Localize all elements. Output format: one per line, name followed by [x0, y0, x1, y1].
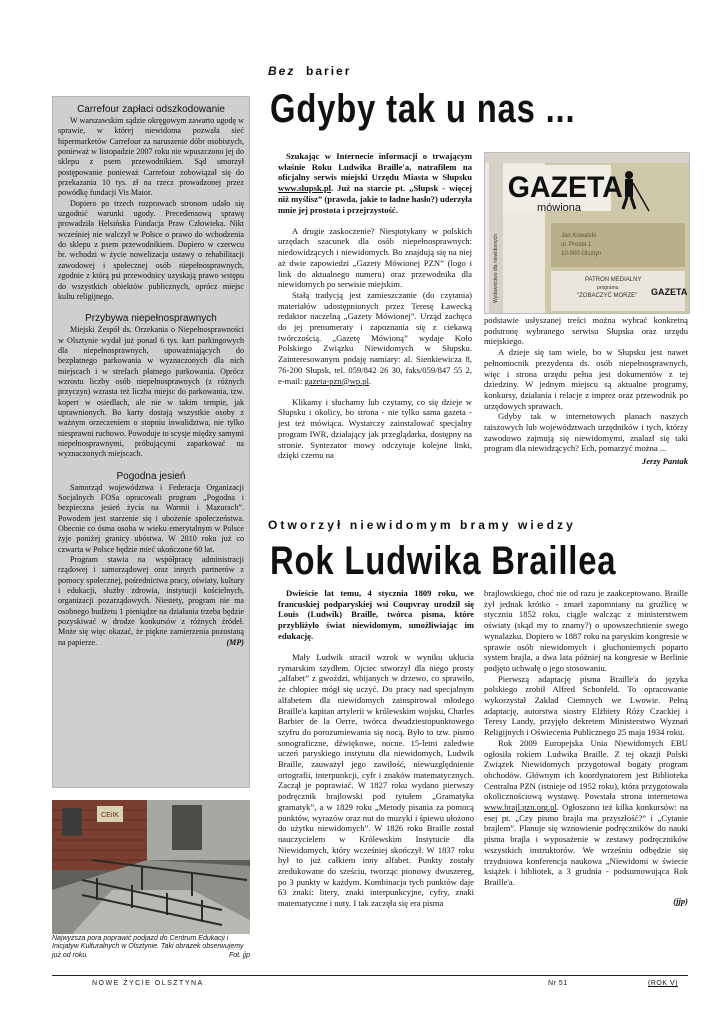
photo-caption-text: Najwyższa pora poprawić podjazd do Centrum Edukacji i Inicjatyw Kulturalnych w Olsztynie. Taki obrazek obserwujemy już od roku. [52, 935, 244, 959]
article1-title: Gdyby tak u nas ... [270, 87, 576, 131]
article1-col1 [278, 151, 472, 461]
article1-author: Jerzy Pantak [641, 456, 688, 467]
kicker-italic: Bez [268, 64, 296, 78]
article1-lead: Szukając w Internecie informacji o trwającym właśnie Roku Ludwika Braille'a, natrafiłem na oficjalny serwis miejski Urzędu Miasta w Słupsku www.slupsk.pl. Już na starcie pt. „Słupsk - więcej niż myślisz” (prawda, jakie to ładne hasło?) uderzyła mnie jej prostota i przejrzystość. [278, 151, 472, 215]
sidebar-heading-przybywa: Przybywa niepełnosprawnych [85, 313, 217, 325]
photo-credit: Fot. jjp [228, 951, 250, 959]
footer-rule [52, 975, 688, 976]
article2-paragraph: Mały Ludwik stracił wzrok w wyniku ukłucia rymarskim szydłem. Ojciec stworzył dla niego prosty „alfabet” z gwoździ, wbijanych w drzewo, co sprawiło, że chłopiec mógł się uczyć. Do pracy nad specjalnym alfabetem dla niewidomych zainspirował młodego Braille'a kapitan artylerii w królewskim wojsku, Charles Barbier de la Oerre, twórca dwudziestopunktowego szyfru do porozumiewania się nocą. Było to tzw. pismo sonograficzne, dźwiękowe, nocne. 15-letni zaledwie uczeń paryskiego instytutu dla niewidomych, Ludwik Braille, zauważył jego zawiłość, niewuzględnienie ortografii, interpunkcji, cyfr i znaków matematycznych. Zaczął je poprawiać. W 1827 roku wydano pierwszy podręcznik brajlowski pod tytułem „Gramatyka gramatyk”, a w 1829 roku „Metody pisania za pomocą punktów, wyrazów oraz nut do muzyki i śpiewu ułożono do użytku niewidomych”. W 1826 roku Braille został nauczycielem w Królewskim Instytucie dla Niewidomych, który wcześniej skończył. W 1837 roku był to już całkiem inny alfabet. Punkty zostały zredukowane do sześciu, tworząc pionowy dwuszereg, po 3 punkty w każdym. Kombinacja tych punktów daje 63 znaki: litery, znaki interpunkcyjne, cyfry, znaki matematyczne i nuty. I tak zaczęła się era pisma [278, 652, 474, 909]
article2-paragraph: Pierwszą adaptację pisma Braille'a do języka polskiego zrobił Alfred Schonfeld. To opracowanie wykorzystał Zakład Ciemnych we Lwowie. Pełną adaptację, autorstwa siostry Elżbiety Róży Czackiej i Teresy Landy, przyjęło dekretem Ministerstwo Wyznań Religijnych i Oświecenia Publicznego 25 maja 1934 roku. [484, 673, 688, 738]
sidebar-paragraph: Miejski Zespół ds. Orzekania o Niepełnosprawności w Olsztynie wydał już ponad 6 tys. kart parkingowych dla niepełnosprawnych, upoważniających do bezpłatnego parkowania w wyznaczonych dla nich miejscach i w strefach płatnego parkowania. Oprócz wzrostu liczby osób niepełnosprawnych (z różnych przyczyn) wzrasta też liczba miejsc do parkowania, tzw. kopert w osiedlach, ale nie w takim tempie, jak uprawnionych. Bo karty dostają wszystkie osoby z ważnym orzeczeniem o stopniu inwalidztwa, nie tylko niesprawni ruchowo. Powoduje to scysje między samymi niepełnosprawnymi, próbującymi zaparkować na wyznaczonych miejscach. [58, 325, 244, 459]
gazeta-address-line: ul. Prosta 1 [561, 242, 592, 248]
kicker-rest: barier [306, 64, 352, 78]
email-link[interactable]: gazeta-pzn@wp.pl [304, 375, 369, 386]
sidebar-text-pogodna [58, 483, 244, 649]
article2-col2 [484, 588, 688, 906]
article1-paragraph: podstawie usłyszanej treści można wybrać konkretną podstronę wybranego serwisu Słupska oraz urzędu miejskiego. [484, 315, 688, 347]
gazeta-address-line: 10-000 Olsztyn [561, 251, 602, 257]
gazeta-mowiona-photo [484, 152, 690, 314]
gazeta-patron: PATRON MEDIALNY [585, 277, 642, 283]
article1-paragraph: A drugie zaskoczenie? Niespotykany w polskich urzędach szacunek dla osób niepełnosprawnych: niedowidzących i niewidomych. Bo znajdują się na niej aż dwie zapowiedzi „Gazety Mówionej PZN” (logo i link do aktualnego numeru) oraz przewodnika dla niewidomych po serwisie miejskim. [278, 225, 472, 290]
footer-publication: NOWE ŻYCIE OLSZTYNA [92, 980, 204, 987]
sidebar-paragraph [58, 555, 244, 648]
footer-issue: Nr 51 [548, 980, 568, 987]
gazeta-subtitle: mówiona [537, 202, 582, 214]
gazeta-cover-illustration [485, 153, 689, 313]
gazeta-patron: programu [597, 285, 619, 291]
gazeta-logo-small: GAZETA [651, 287, 688, 297]
sidebar-paragraph: Dopiero po trzech rozprawach stronom udało się uzgodnić warunki ugody. Precedensową sprawę prowadziła Helsińska Fundacja Praw Człowieka. Nikt wcześniej nie walczył w Polsce o prawo do wchodzenia do sklepu z psem przewodnikiem. Dopiero w czerwcu br. wchodzi w życie nowelizacja ustawy o rehabilitacji zawodowej i społecznej osób niepełnosprawnych, zgodnie z którą psi przewodnicy uzyskają prawo wstępu do wszystkich obiektów publicznych, oprócz miejsc kultu religijnego. [58, 198, 244, 301]
sidebar-paragraph-text: Program stawia na współpracę administracji rządowej i samorządowej oraz innych partnerów z pomocy społecznej, pośrednictwa pracy, oświaty, kultury i edukacji, służby zdrowia, instytucji kościelnych, organizacji pozarządowych. Niestety, program nie ma osobnego budżetu 1 pieniądze na działania trzeba będzie pozyskiwać w drodze konkursów z różnych źródeł. Może się więc okazać, że piękne zamierzenia pozostaną na papierze. [58, 555, 244, 647]
brajl-link[interactable]: www.brajl.pzn.org.pl [484, 802, 557, 813]
gazeta-logo: GAZETA [507, 171, 623, 205]
article1-paragraph: Gdyby tak w internetowych planach naszych raiszowych lub województwach urzędników i tych, którzy zawodowo zajmują się niewidomymi, znalazł się taki program dla niewidzących? Ech, pomarzyć można ... [484, 411, 688, 454]
sidebar-heading-carrefour: Carrefour zapłaci odszkodowanie [77, 104, 225, 115]
article2-kicker: Otworzył niewidomym bramy wiedzy [268, 518, 576, 532]
article2-lead: Dwieście lat temu, 4 stycznia 1809 roku, we francuskiej podparyskiej wsi Coupvray urodził się Louis (Ludwik) Braille, twórca pisma, które przybliżyło świat niewidomym, umożliwiając im edukację. [278, 588, 474, 641]
sidebar-paragraph: Samorząd województwa i Federacja Organizacji Socjalnych FOSa opracowali program „Pogodna i bezpieczna jesień życia na Warmii i Mazurach”. Powodem jest starzenie się i ubożenie społeczeństwa. Obecnie co ósma osoba w wieku emerytalnym w Polsce żyje poniżej granicy ubóstwa. W 2010 roku już co czwarta w Polsce będzie mieć ukończone 60 lat. [58, 482, 244, 554]
footer-year: (ROK V) [648, 980, 678, 987]
article1-col2 [484, 315, 688, 467]
article2-author: (jjp) [673, 895, 688, 906]
slupsk-link[interactable]: www.slupsk.pl [278, 183, 332, 194]
article1-paragraph: A dzieje się tam wiele, bo w Słupsku jest nawet pełnomocnik prezydenta ds. osób niepełnosprawnych, więc i strona urzędu pełna jest dokumentów z tej dziedziny. W jednym miejscu są aktualne programy, konkursy, działania i relacje z imprez oraz przewodnik po urzędowych sprawach. [484, 347, 688, 411]
gazeta-patron: "ZOBACZYĆ MORZE" [577, 293, 638, 299]
photo-caption [52, 935, 250, 960]
article1-paragraph: Klikamy i słuchamy lub czytamy, co się dzieje w Słupsku i okolicy, bo strona - nie tylko sama gazeta - jest też mówiąca. Wystarczy zainstalować specjalny program IWR, działający jak przeglądarka, dostępny na stronie. Syntezator mowy odczytuje kolejne linki, dzięki czemu na [278, 396, 472, 461]
sidebar-heading-pogodna: Pogodna jesień [116, 470, 186, 482]
news-sidebar [52, 96, 250, 788]
article2-paragraph: brajlowskiego, choć nie od razu je zaakceptowano. Braille żył jednak krótko - zmarł zapomniany na gruźlicę w styczniu 1852 roku, ciągle walcząc z ministerstwem oświaty (skąd my to znamy?) o upowszechnienie swego wynalazku. Dopiero w 1887 roku na paryskim kongresie w sprawie osób niewidomych i głuchoniemych poparto system brajla, a dwa lata później na kongresie w Berlinie podjęto uchwałę o jego stosowaniu. [484, 588, 688, 673]
ramp-photo-illustration [52, 800, 250, 934]
gazeta-address-line: Jan Kowalski [561, 233, 597, 239]
article2-title: Rok Ludwika Braillea [270, 539, 617, 583]
gazeta-stamp: Wydawnictwo dla niewidomych [493, 234, 499, 303]
sidebar-paragraph: W warszawskim sądzie okręgowym zawarto ugodę w sprawie, w której niewidoma pozwała sieć hipermarketów Carrefour za naruszenie dóbr osobistych, ponieważ w listopadzie 2007 roku nie wpuszczono jej do sklepu z psem przewodnikiem. Sąd umorzył postępowanie ponieważ Carrefour zobowiązał się do przekazania 10 tys. zł na rzecz prowadzonej przez powódkę fundacji Vis Maior. [58, 116, 244, 198]
article2-col1 [278, 588, 474, 909]
building-sign: CEiIK [101, 812, 119, 819]
sidebar-author: (MP) [226, 637, 244, 647]
article1-kicker [268, 64, 351, 78]
ramp-photo [52, 800, 250, 934]
article2-paragraph: Rok 2009 Europejska Unia Niewidomych EBU ogłosiła rokiem Ludwika Braille. Z tej okazji Polski Związek Niewidomych przygotował bogaty program obchodów. Głównym ich koordynatorem jest Biblioteka Centralna PZN (istnieje od 1952 roku), która przygotowała okolicznościową wystawę. Powstała strona internetowa www.brajl.pzn.org.pl. Ogłoszono też kilka konkursów: na esej pt. „Czy pismo brajla ma przyszłość?” i „Cytanie brajlem”. Planuje się wznowienie podręczników do nauki pisma brajla i wyposażenie w zestawy podręczników wszystkich instruktorów. We wrześniu odbędzie się trzydniowa konferencja naukowa „Niewidomi w świecie książek i bibliotek, a 3 grudnia - podsumowująca Rok Braille'a. [484, 737, 688, 887]
sidebar-text-carrefour [58, 116, 244, 302]
article1-paragraph: Stałą tradycją jest zamieszczanie (do czytania) materiałów udostępnionych przez Teresę Ławecką redaktor naczelną „Gazety Mówionej”. Urząd zachęca do jej prenumeraty i zapoznania się z ciekawą twórczością. „Gazetę Mówioną” wydaje Koło Polskiego Związku Niewidomych w Słupsku. Zainteresowanym podaję namiary: al. Sienkiewicza 8, 76-200 Słupsk, tel. 059/842 26 30, faks/059/847 55 2, e-mail: gazeta-pzn@wp.pl. [278, 289, 472, 386]
sidebar-text-przybywa [58, 325, 244, 459]
